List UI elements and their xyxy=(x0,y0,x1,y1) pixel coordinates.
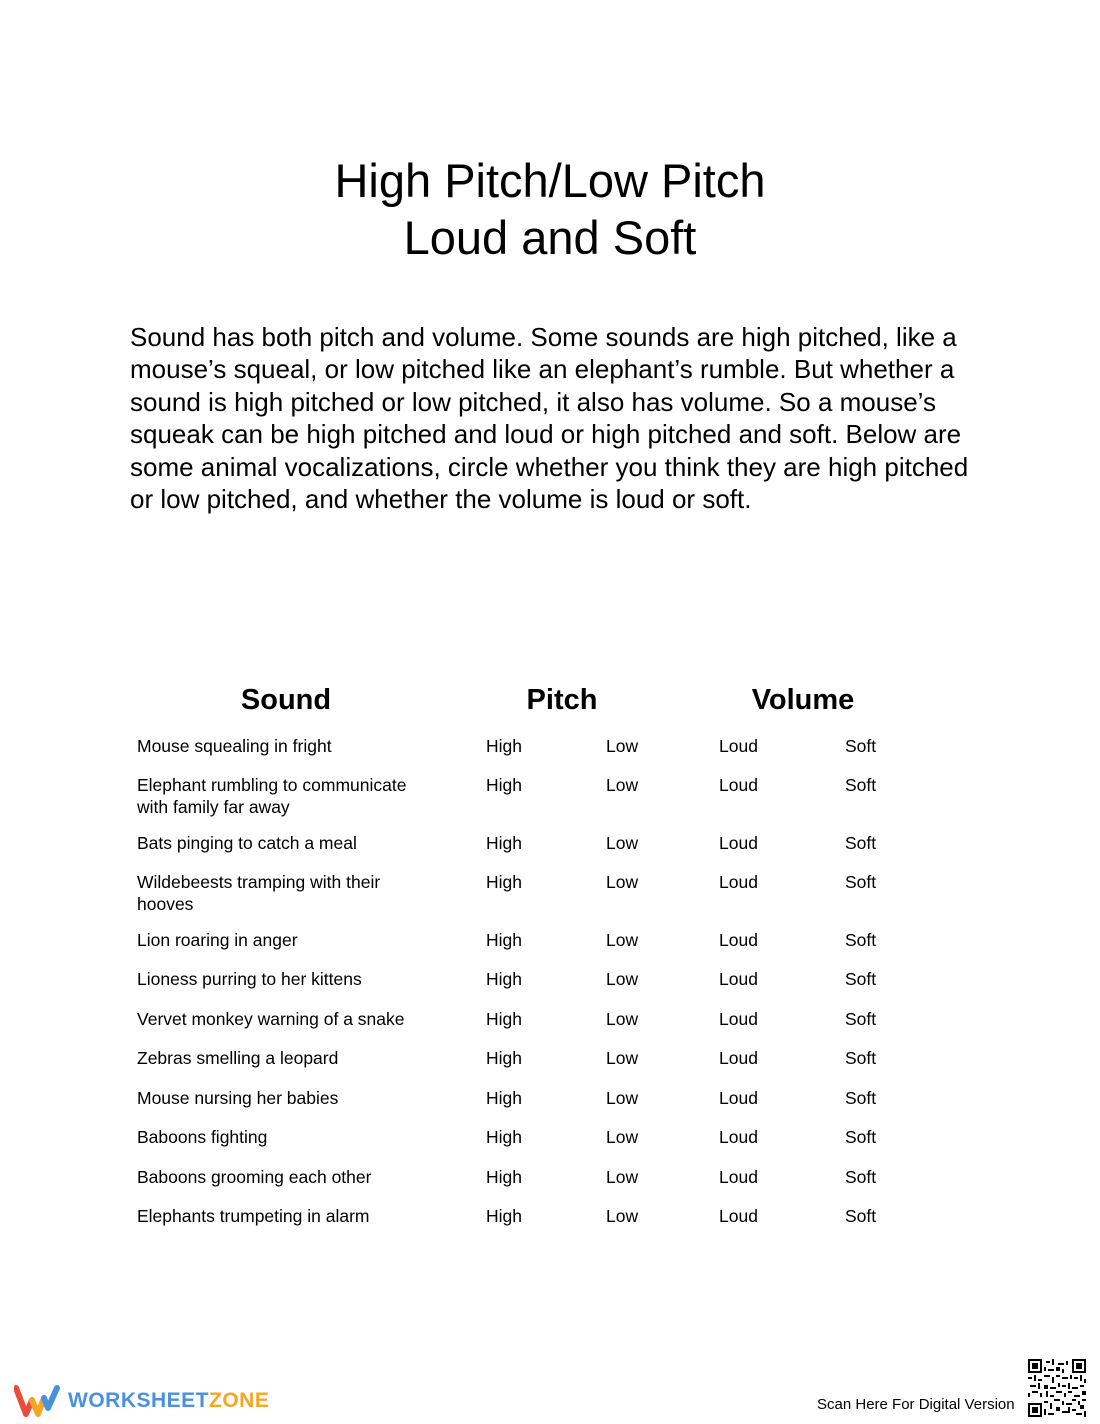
intro-paragraph: Sound has both pitch and volume. Some sounds are high pitched, like a mouse’s squeal, or low pitched like an elephant’s rumble. But whether a sound is high pitched or low pitched, it also has volume. So a mouse’s squeak can be high pitched and loud or high pitched and soft. Below are some animal vocalizations, circle whether you think they are high pitched or low pitched, and whether the volume is loud or soft. xyxy=(130,322,969,515)
qr-code-icon[interactable] xyxy=(1028,1359,1086,1417)
option-soft[interactable]: Soft xyxy=(845,930,877,950)
option-loud[interactable]: Loud xyxy=(719,1127,758,1147)
option-soft[interactable]: Soft xyxy=(845,1127,877,1147)
scan-caption: Scan Here For Digital Version xyxy=(817,1396,1015,1413)
option-high[interactable]: High xyxy=(486,1127,522,1147)
sound-label: Lion roaring in anger xyxy=(137,930,298,950)
header-pitch: Pitch xyxy=(526,684,598,716)
option-high[interactable]: High xyxy=(486,969,522,989)
option-high[interactable]: High xyxy=(486,1009,522,1029)
brand-name xyxy=(68,1389,269,1413)
sound-label: Baboons fighting xyxy=(137,1127,268,1147)
sound-label: Vervet monkey warning of a snake xyxy=(137,1009,405,1029)
option-loud[interactable]: Loud xyxy=(719,833,758,853)
option-low[interactable]: Low xyxy=(606,1048,639,1068)
option-low[interactable]: Low xyxy=(606,736,639,756)
sound-label: Elephants trumpeting in alarm xyxy=(137,1206,370,1226)
header-volume: Volume xyxy=(751,684,855,716)
sound-label: Mouse nursing her babies xyxy=(137,1088,339,1108)
option-loud[interactable]: Loud xyxy=(719,736,758,756)
option-high[interactable]: High xyxy=(486,1206,522,1226)
option-high[interactable]: High xyxy=(486,736,522,756)
sound-label: Elephant rumbling to communicate with family far away xyxy=(137,775,407,817)
brand-part-2: ZONE xyxy=(209,1389,270,1412)
sound-label: Wildebeests tramping with their hooves xyxy=(137,872,381,914)
option-loud[interactable]: Loud xyxy=(719,1009,758,1029)
option-soft[interactable]: Soft xyxy=(845,736,877,756)
title-line-1: High Pitch/Low Pitch xyxy=(334,154,766,207)
option-soft[interactable]: Soft xyxy=(845,1167,877,1187)
sound-label: Lioness purring to her kittens xyxy=(137,969,362,989)
option-high[interactable]: High xyxy=(486,833,522,853)
option-loud[interactable]: Loud xyxy=(719,1088,758,1108)
option-low[interactable]: Low xyxy=(606,1009,639,1029)
option-soft[interactable]: Soft xyxy=(845,1048,877,1068)
table-header xyxy=(0,684,1100,724)
option-low[interactable]: Low xyxy=(606,775,639,795)
option-loud[interactable]: Loud xyxy=(719,1206,758,1226)
option-low[interactable]: Low xyxy=(606,1167,639,1187)
sound-label: Mouse squealing in fright xyxy=(137,736,332,756)
header-sound: Sound xyxy=(240,684,332,716)
option-low[interactable]: Low xyxy=(606,930,639,950)
option-high[interactable]: High xyxy=(486,872,522,892)
sound-label: Baboons grooming each other xyxy=(137,1167,372,1187)
title-line-2: Loud and Soft xyxy=(403,211,697,264)
option-loud[interactable]: Loud xyxy=(719,775,758,795)
option-soft[interactable]: Soft xyxy=(845,872,877,892)
option-soft[interactable]: Soft xyxy=(845,1088,877,1108)
option-high[interactable]: High xyxy=(486,1088,522,1108)
option-loud[interactable]: Loud xyxy=(719,1048,758,1068)
option-high[interactable]: High xyxy=(486,1048,522,1068)
option-high[interactable]: High xyxy=(486,930,522,950)
option-high[interactable]: High xyxy=(486,1167,522,1187)
sound-label: Bats pinging to catch a meal xyxy=(137,833,357,853)
option-low[interactable]: Low xyxy=(606,1206,639,1226)
worksheetzone-logo xyxy=(14,1383,269,1419)
option-loud[interactable]: Loud xyxy=(719,969,758,989)
option-soft[interactable]: Soft xyxy=(845,1206,877,1226)
option-low[interactable]: Low xyxy=(606,833,639,853)
option-low[interactable]: Low xyxy=(606,1127,639,1147)
brand-part-1: WORKSHEET xyxy=(68,1389,209,1412)
option-soft[interactable]: Soft xyxy=(845,833,877,853)
option-soft[interactable]: Soft xyxy=(845,775,877,795)
page-title xyxy=(0,152,1100,266)
option-loud[interactable]: Loud xyxy=(719,930,758,950)
option-loud[interactable]: Loud xyxy=(719,872,758,892)
option-low[interactable]: Low xyxy=(606,872,639,892)
option-low[interactable]: Low xyxy=(606,1088,639,1108)
option-soft[interactable]: Soft xyxy=(845,969,877,989)
option-loud[interactable]: Loud xyxy=(719,1167,758,1187)
sound-label: Zebras smelling a leopard xyxy=(137,1048,339,1068)
worksheetzone-logo-icon xyxy=(14,1384,60,1418)
option-low[interactable]: Low xyxy=(606,969,639,989)
option-high[interactable]: High xyxy=(486,775,522,795)
option-soft[interactable]: Soft xyxy=(845,1009,877,1029)
